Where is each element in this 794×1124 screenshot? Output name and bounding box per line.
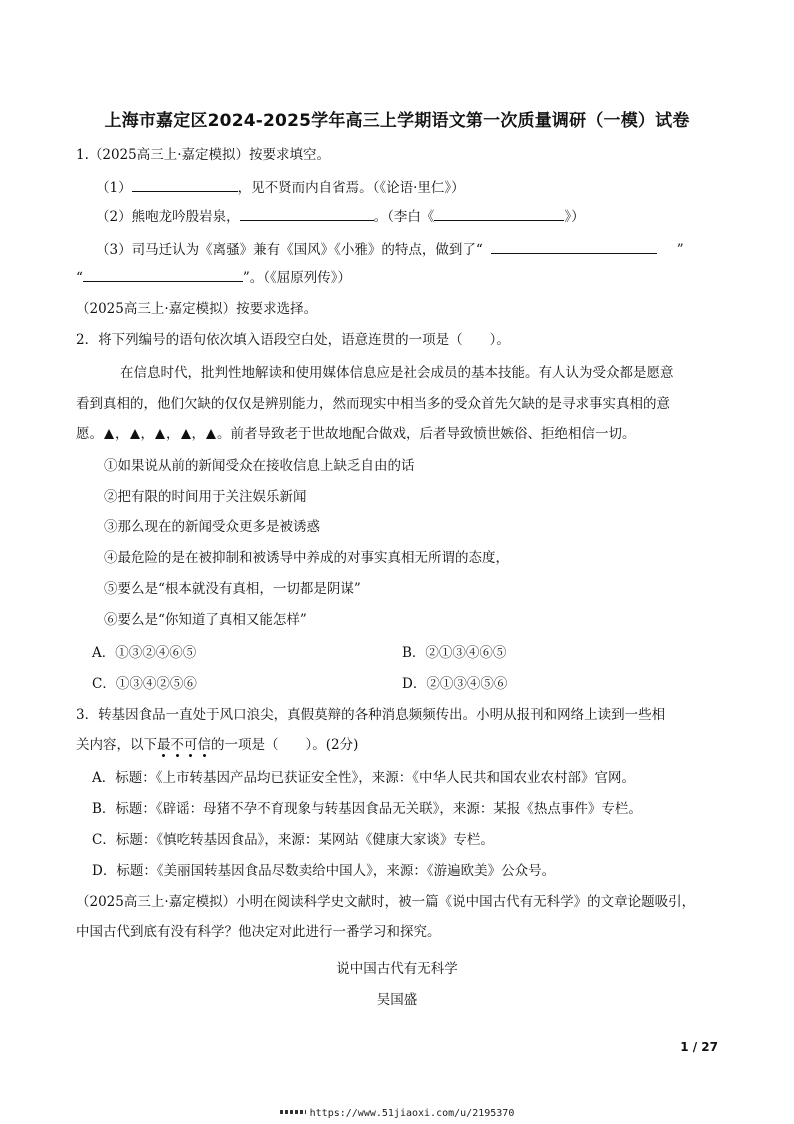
- q2-option-d[interactable]: D．②①③④⑤⑥: [402, 676, 508, 692]
- q2-para-line3-start: 愿。: [76, 426, 103, 442]
- q1-item2: [96, 207, 585, 226]
- q1-stem: 1.（2025高三上·嘉定模拟）按要求填空。: [76, 147, 331, 163]
- footer: [0, 1108, 794, 1119]
- footer-logo-icon: [280, 1110, 306, 1114]
- q2-option-c[interactable]: C．①③④②⑤⑥: [92, 676, 197, 692]
- blank-triangle-icon: [130, 429, 140, 439]
- q3-option-a[interactable]: A．标题：《上市转基因产品均已获证安全性》，来源：《中华人民共和国农业农村部》官网。: [92, 770, 635, 786]
- exam-title: 上海市嘉定区2024-2025学年高三上学期语文第一次质量调研（一模）试卷: [104, 111, 690, 131]
- q3-stem-end: 的一项是（ ）。(2分): [211, 737, 359, 753]
- q1-item1-suffix: ，见不贤而内自省焉。（《论语·里仁》）: [237, 180, 465, 196]
- emphasis-char: 不: [170, 737, 184, 753]
- q1-item2-blank-2[interactable]: [434, 207, 564, 221]
- q2-sentence-2: ②把有限的时间用于关注娱乐新闻: [104, 489, 307, 505]
- q1-item3-blank-1[interactable]: [491, 240, 657, 254]
- q1-item3-blank-2[interactable]: [83, 268, 243, 282]
- q2-option-a[interactable]: A．①③②④⑥⑤: [92, 645, 197, 661]
- q2-paragraph-line-3: 愿。 ， ， ， ， 。前者导致老于世故地配合做戏，后者导致愤世嫉俗、拒绝相信一切。: [76, 426, 636, 442]
- emphasis-char: 可: [184, 737, 198, 753]
- section-note: （2025高三上·嘉定模拟）按要求选择。: [76, 301, 318, 317]
- q1-item2-suffix: 》）: [564, 209, 585, 225]
- blank-triangle-icon: [155, 429, 165, 439]
- q3-option-c[interactable]: C．标题：《慎吃转基因食品》，来源：某网站《健康大家谈》专栏。: [92, 832, 494, 848]
- q1-item1: [96, 178, 465, 197]
- q1-item3-prefix: （3）司马迁认为《离骚》兼有《国风》《小雅》的特点，做到了“: [96, 242, 483, 258]
- q1-item2-blank-1[interactable]: [240, 207, 374, 221]
- reading-intro-line-2: 中国古代到底有没有科学？他决定对此进行一番学习和探究。: [76, 924, 441, 940]
- blank-triangle-icon: [181, 429, 191, 439]
- q2-stem: 2．将下列编号的语句依次填入语段空白处，语意连贯的一项是（ ）。: [76, 332, 510, 348]
- emphasis-char: 最: [157, 737, 171, 753]
- q2-paragraph-line-2: 看到真相的，他们欠缺的仅仅是辨别能力，然而现实中相当多的受众首先欠缺的是寻求事实真相的意: [76, 396, 670, 412]
- q2-sentence-1: ①如果说从前的新闻受众在接收信息上缺乏自由的话: [104, 458, 415, 474]
- article-title: 说中国古代有无科学: [336, 961, 458, 977]
- q3-stem-line-2: [76, 736, 358, 754]
- q2-sentence-6: ⑥要么是“你知道了真相又能怎样”: [104, 612, 307, 628]
- reading-intro-line-1: （2025高三上·嘉定模拟）小明在阅读科学史文献时，被一篇《说中国古代有无科学》的文章论题吸引，: [76, 894, 696, 910]
- page-number: 1 / 27: [680, 1040, 718, 1054]
- q3-option-b[interactable]: B．标题：《辟谣：母猪不孕不育现象与转基因食品无关联》，来源：某报《热点事件》专栏。: [92, 801, 642, 817]
- q1-item3-line2-start: “: [76, 270, 83, 286]
- q3-stem-emphasis: [157, 737, 211, 753]
- q2-option-b[interactable]: B．②①③④⑥⑤: [402, 645, 507, 661]
- q2-para-line3-end: 。前者导致老于世故地配合做戏，后者导致愤世嫉俗、拒绝相信一切。: [217, 426, 636, 442]
- q2-sentence-4: ④最危险的是在被抑制和被诱导中养成的对事实真相无所谓的态度，: [104, 550, 509, 566]
- q1-item2-mid: 。（李白《: [373, 209, 435, 225]
- q2-sentence-3: ③那么现在的新闻受众更多是被诱惑: [104, 519, 320, 535]
- q1-item1-prefix: （1）: [96, 180, 132, 196]
- q3-stem-start: 关内容，以下: [76, 737, 157, 753]
- q1-item3-end: ”: [676, 242, 684, 258]
- emphasis-char: 信: [197, 737, 211, 753]
- blank-triangle-icon: [206, 429, 216, 439]
- q3-option-d[interactable]: D．标题：《美丽国转基因食品尽数卖给中国人》，来源：《游遍欧美》公众号。: [92, 863, 556, 879]
- blank-triangle-icon: [104, 429, 114, 439]
- q1-item3: [96, 240, 684, 259]
- q1-item3-line2-suffix: ”。（《屈原列传》）: [242, 270, 352, 286]
- footer-link[interactable]: https://www.51jiaoxi.com/u/2195370: [309, 1108, 515, 1119]
- q3-stem-line-1: 3．转基因食品一直处于风口浪尖，真假莫辩的各种消息频频传出。小明从报刊和网络上读到一些相: [76, 707, 666, 723]
- q2-sentence-5: ⑤要么是“根本就没有真相，一切都是阴谋”: [104, 581, 361, 597]
- q1-item2-prefix: （2）熊咆龙吟殷岩泉，: [96, 209, 240, 225]
- q1-item3-line2: [76, 268, 351, 287]
- q1-item1-blank[interactable]: [132, 178, 238, 192]
- q2-paragraph-line-1: 在信息时代，批判性地解读和使用媒体信息应是社会成员的基本技能。有人认为受众都是愿意: [120, 365, 674, 381]
- article-author: 吴国盛: [376, 992, 418, 1008]
